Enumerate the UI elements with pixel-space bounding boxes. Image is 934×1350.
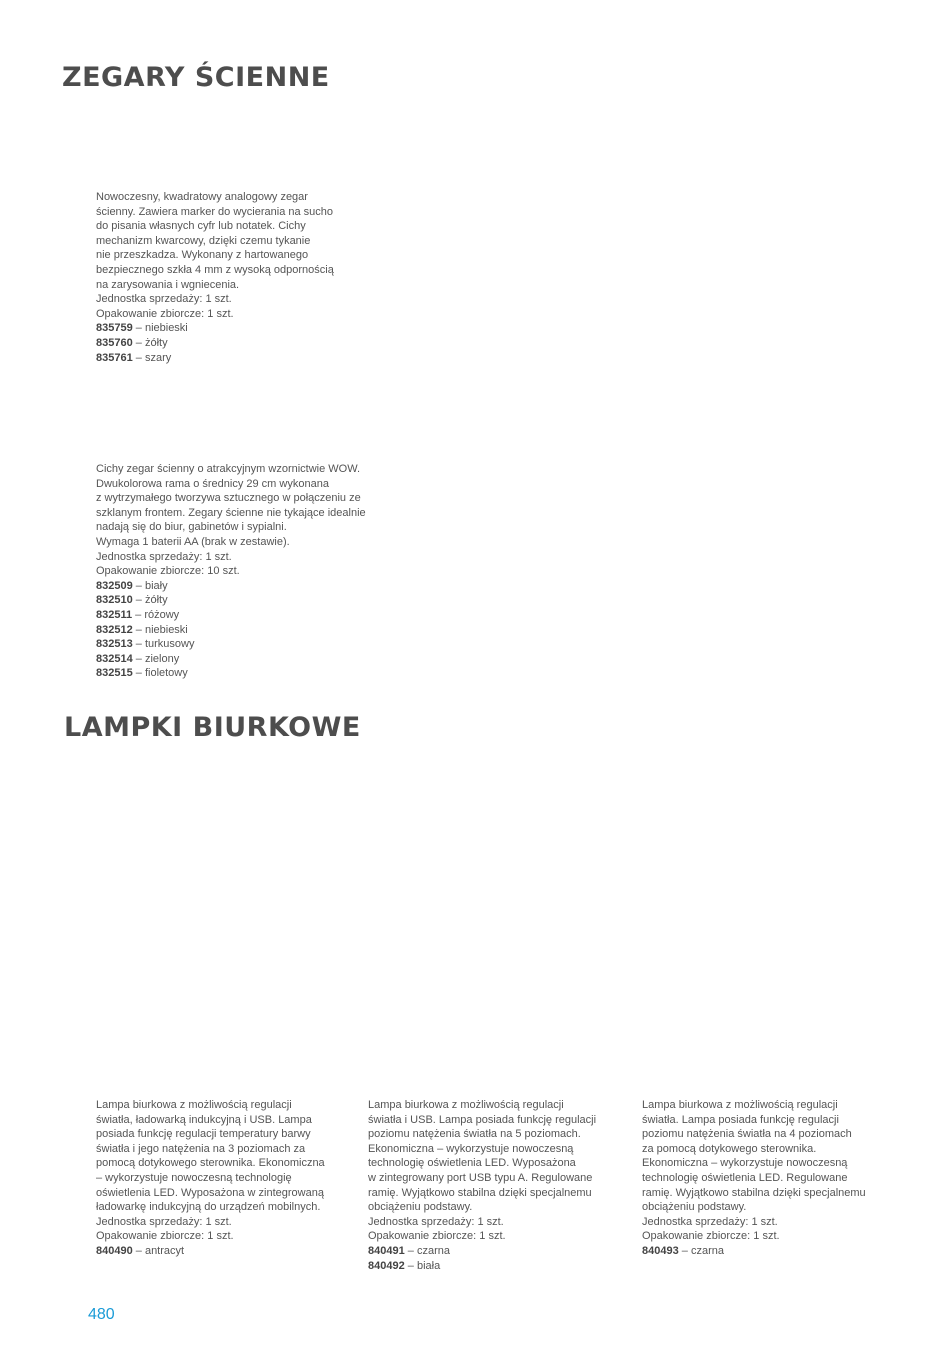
product-description: Lampa biurkowa z możliwością regulacji światła i USB. Lampa posiada funkcję regulacji poziomu natężenia światła na 5 poziomach. Ekonomiczna – wykorzystuje nowoczesną technologię oświetlenia LED. Wyposażona w zintegrowany port USB typu A. Regulowane ramię. Wyjątkowo stabilna dzięki specjalnemu obciążeniu podstawy.	[368, 1099, 597, 1214]
variant-item	[96, 336, 386, 351]
variant-code: 840492	[368, 1259, 405, 1272]
variant-color: – zielony	[132, 652, 180, 665]
bulk-pack: Opakowanie zbiorcze: 1 szt.	[368, 1230, 506, 1243]
variant-item	[368, 1244, 630, 1259]
variant-item	[96, 637, 396, 652]
variant-code: 832514	[96, 652, 133, 665]
variant-code: 835761	[96, 351, 133, 364]
product-lamp-induction	[96, 1098, 358, 1259]
bulk-pack: Opakowanie zbiorcze: 1 szt.	[642, 1230, 780, 1243]
product-square-clock	[96, 190, 386, 365]
variant-color: – szary	[132, 351, 172, 364]
variant-item	[96, 579, 396, 594]
variant-color: – różowy	[132, 608, 180, 621]
product-lamp-usb	[368, 1098, 630, 1273]
variant-item	[96, 321, 386, 336]
variant-color: – niebieski	[132, 623, 188, 636]
bulk-pack: Opakowanie zbiorcze: 1 szt.	[96, 307, 234, 320]
page-number: 480	[88, 1306, 115, 1323]
variant-code: 835759	[96, 322, 133, 335]
variant-color: – turkusowy	[132, 638, 195, 651]
variant-color: – biała	[404, 1259, 441, 1272]
variant-item	[368, 1259, 630, 1274]
variant-item	[96, 593, 396, 608]
product-description: Lampa biurkowa z możliwością regulacji światła. Lampa posiada funkcję regulacji poziomu natężenia światła na 4 poziomach za pomocą dotykowego sterownika. Ekonomiczna – wykorzystuje nowoczesną technologię oświetlenia LED. Regulowane ramię. Wyjątkowo stabilna dzięki specjalnemu obciążeniu podstawy.	[642, 1099, 866, 1214]
variant-item	[96, 351, 386, 366]
variant-item	[96, 1244, 358, 1259]
variant-item	[96, 623, 396, 638]
sales-unit: Jednostka sprzedaży: 1 szt.	[368, 1215, 504, 1228]
variant-code: 832513	[96, 638, 133, 651]
sales-unit: Jednostka sprzedaży: 1 szt.	[642, 1215, 778, 1228]
bulk-pack: Opakowanie zbiorcze: 10 szt.	[96, 565, 240, 578]
variant-item	[96, 666, 396, 681]
section-title-desk-lamps: LAMPKI BIURKOWE	[64, 712, 361, 743]
product-description: Lampa biurkowa z możliwością regulacji światła, ładowarką indukcyjną i USB. Lampa posiada funkcję regulacji temperatury barwy światła i jego natężenia na 3 poziomach za pomocą dotykowego sterownika. Ekonomiczna – wykorzystuje nowoczesną technologię oświetlenia LED. Wyposażona w zintegrowaną ładowarkę indukcyjną do urządzeń mobilnych.	[96, 1099, 325, 1214]
variant-code: 840490	[96, 1244, 133, 1257]
variant-code: 832512	[96, 623, 133, 636]
variant-item	[96, 608, 396, 623]
variant-item	[642, 1244, 904, 1259]
variant-color: – niebieski	[132, 322, 188, 335]
variant-code: 835760	[96, 336, 133, 349]
variant-color: – antracyt	[132, 1244, 185, 1257]
variant-item	[96, 652, 396, 667]
variant-color: – czarna	[404, 1244, 450, 1257]
variant-color: – fioletowy	[132, 667, 188, 680]
variant-color: – żółty	[132, 594, 168, 607]
sales-unit: Jednostka sprzedaży: 1 szt.	[96, 550, 232, 563]
variant-code: 840491	[368, 1244, 405, 1257]
section-title-wall-clocks: ZEGARY ŚCIENNE	[62, 62, 330, 93]
bulk-pack: Opakowanie zbiorcze: 1 szt.	[96, 1230, 234, 1243]
product-description: Cichy zegar ścienny o atrakcyjnym wzornictwie WOW. Dwukolorowa rama o średnicy 29 cm wykonana z wytrzymałego tworzywa sztucznego w połączeniu ze szklanym frontem. Zegary ścienne nie tykające idealnie nadają się do biur, gabinetów i sypialni. Wymaga 1 baterii AA (brak w zestawie).	[96, 463, 366, 548]
product-wow-clock	[96, 462, 396, 681]
product-lamp-basic	[642, 1098, 904, 1259]
variant-color: – biały	[132, 579, 168, 592]
variant-code: 832510	[96, 594, 133, 607]
variant-code: 832509	[96, 579, 133, 592]
variant-color: – żółty	[132, 336, 168, 349]
variant-color: – czarna	[678, 1244, 724, 1257]
sales-unit: Jednostka sprzedaży: 1 szt.	[96, 293, 232, 306]
variant-code: 832515	[96, 667, 133, 680]
sales-unit: Jednostka sprzedaży: 1 szt.	[96, 1215, 232, 1228]
variant-code: 840493	[642, 1244, 679, 1257]
variant-code: 832511	[96, 608, 133, 621]
product-description: Nowoczesny, kwadratowy analogowy zegar ścienny. Zawiera marker do wycierania na sucho do pisania własnych cyfr lub notatek. Cichy mechanizm kwarcowy, dzięki czemu tykanie nie przeszkadza. Wykonany z hartowanego bezpiecznego szkła 4 mm z wysoką odpornością na zarysowania i wgniecenia.	[96, 191, 334, 291]
